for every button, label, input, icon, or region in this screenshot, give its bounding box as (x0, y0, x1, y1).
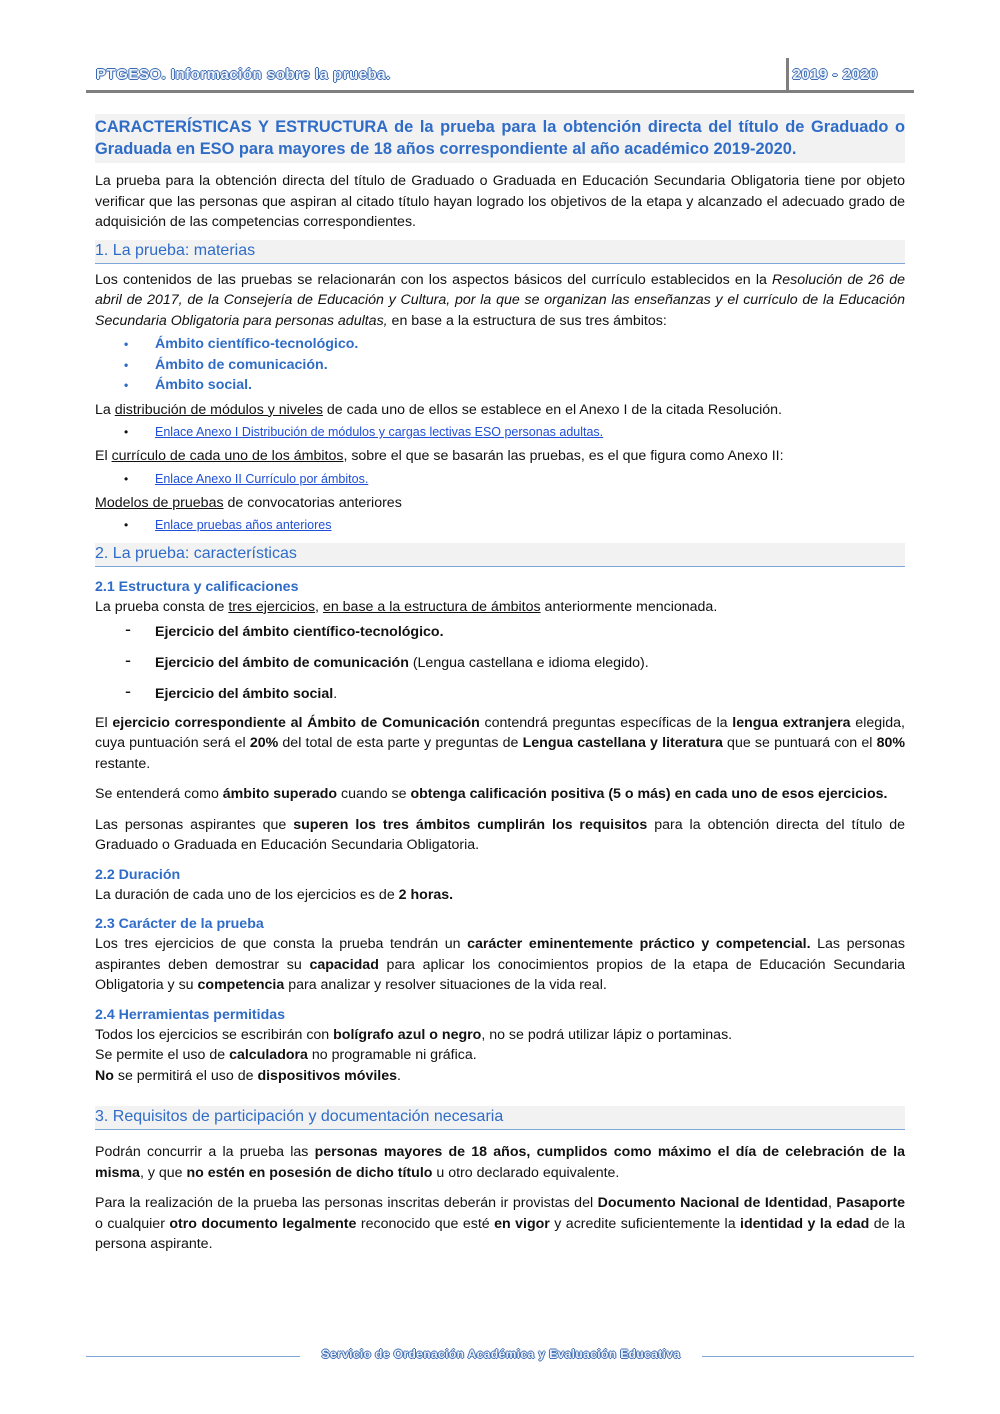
s1-contents-paragraph: Los contenidos de las pruebas se relacionarán con los aspectos básicos del currículo establecidos en la Resolución de 26 de abril de 2017, de la Consejería de Educación y Cultura, por la que se organizan las enseñanzas y el currículo de la Educación Secundaria Obligatoria para personas adultas, en base a la estructura de sus tres ámbitos: (95, 271, 906, 329)
footer-text: Servicio de Ordenación Académica y Evaluación Educativa (321, 1347, 681, 1361)
list-item: • Ámbito de comunicación. (95, 355, 905, 376)
subsection-2-3-heading: 2.3 Carácter de la prueba (95, 916, 264, 932)
ambitos-list (95, 334, 905, 396)
section-1-heading: 1. La prueba: materias (95, 240, 905, 264)
tools-calculator-line: Se permite el uso de calculadora no programable ni gráfica. (95, 1047, 477, 1063)
header-title: PTGESO. Información sobre la prueba. (96, 66, 391, 83)
character-paragraph: Los tres ejercicios de que consta la prueba tendrán un carácter eminentemente práctico y competencial. Las personas aspirantes deben demostrar su capacidad para aplicar los conocimientos propios de la etapa de Educación Secundaria Obligatoria y su competencia para analizar y resolver situaciones de la vida real. (95, 936, 905, 993)
tools-mobile-line: No se permitirá el uso de dispositivos móviles. (95, 1067, 401, 1084)
footer-rule-left (86, 1356, 300, 1357)
subsection-2-4-heading: 2.4 Herramientas permitidas (95, 1006, 286, 1023)
list-item: • Ámbito científico-tecnológico. (95, 334, 905, 355)
duration-paragraph: La duración de cada uno de los ejercicios es de 2 horas. (95, 886, 454, 903)
passed-paragraph: Se entenderá como ámbito superado cuando se obtenga calificación positiva (5 o más) en cada uno de esos ejercicios. (95, 786, 888, 802)
s21-paragraph: La prueba consta de tres ejercicios, en base a la estructura de ámbitos anteriormente mencionada. (95, 599, 718, 615)
intro-paragraph: La prueba para la obtención directa del título de Graduado o Graduada en Educación Secundaria Obligatoria tiene por objeto verificar que las personas que aspiran al citado título hayan logrado los objetivos de la etapa y alcanzado el adecuado grado de adquisición de las competencias correspondientes. (95, 173, 905, 230)
page-header (86, 58, 914, 94)
past-tests-link[interactable]: Enlace pruebas años anteriores (155, 518, 332, 532)
list-item (95, 516, 905, 535)
exercises-list (95, 622, 905, 704)
requirements-paragraph: Las personas aspirantes que superen los tres ámbitos cumplirán los requisitos para la obtención directa del título de Graduado o Graduada en Educación Secundaria Obligatoria. (95, 816, 906, 853)
header-divider (786, 58, 789, 92)
list-item (95, 470, 905, 489)
past-tests-link-list (95, 516, 905, 535)
tools-pen-line: Todos los ejercicios se escribirán con bolígrafo azul o negro, no se podrá utilizar lápiz o portaminas. (95, 1026, 733, 1043)
subsection-2-2-heading: 2.2 Duración (95, 866, 181, 883)
section-2-heading: 2. La prueba: características (95, 543, 905, 567)
s1-curriculum-paragraph: El currículo de cada uno de los ámbitos, sobre el que se basarán las pruebas, es el que figura como Anexo II: (95, 448, 784, 464)
list-item: • Ámbito social. (95, 375, 905, 396)
anexo1-link-list (95, 423, 905, 442)
list-item: - Ejercicio del ámbito de comunicación (Lengua castellana e idioma elegido). (95, 653, 905, 673)
anexo2-link[interactable]: Enlace Anexo II Currículo por ámbitos. (155, 471, 369, 486)
header-rule (86, 90, 914, 93)
anexo2-link-list (95, 470, 905, 489)
subsection-2-1-heading: 2.1 Estructura y calificaciones (95, 579, 299, 595)
list-item (95, 423, 905, 442)
s1-distribution-paragraph: La distribución de módulos y niveles de cada uno de ellos se establece en el Anexo I de la citada Resolución. (95, 401, 782, 418)
header-year: 2019 - 2020 (792, 66, 878, 83)
anexo1-link[interactable]: Enlace Anexo I Distribución de módulos y cargas lectivas ESO personas adultas. (155, 425, 604, 439)
document-title: CARACTERÍSTICAS Y ESTRUCTURA de la prueba para la obtención directa del título de Graduado o Graduada en ESO para mayores de 18 años correspondiente al año académico 2019-2020. (95, 114, 905, 163)
footer-rule-right (702, 1356, 914, 1357)
s1-models-paragraph: Modelos de pruebas de convocatorias anteriores (95, 494, 402, 511)
section-3-heading: 3. Requisitos de participación y documentación necesaria (95, 1106, 905, 1130)
list-item: - Ejercicio del ámbito social. (95, 684, 905, 704)
document-body (95, 114, 905, 1255)
list-item: - Ejercicio del ámbito científico-tecnológico. (95, 622, 905, 642)
participation-paragraph: Podrán concurrir a la prueba las personas mayores de 18 años, cumplidos como máximo el día de celebración de la misma, y que no estén en posesión de dicho título u otro declarado equivalente. (95, 1144, 905, 1181)
documentation-paragraph: Para la realización de la prueba las personas inscritas deberán ir provistas del Documento Nacional de Identidad, Pasaporte o cualquier otro documento legalmente reconocido que esté en vigor y acredite suficientemente la identidad y la edad de la persona aspirante. (95, 1195, 906, 1252)
communication-paragraph: El ejercicio correspondiente al Ámbito de Comunicación contendrá preguntas específicas de la lengua extranjera elegida, cuya puntuación será el 20% del total de esta parte y preguntas de Lengua castellana y literatura que se puntuará con el 80% restante. (95, 714, 906, 772)
